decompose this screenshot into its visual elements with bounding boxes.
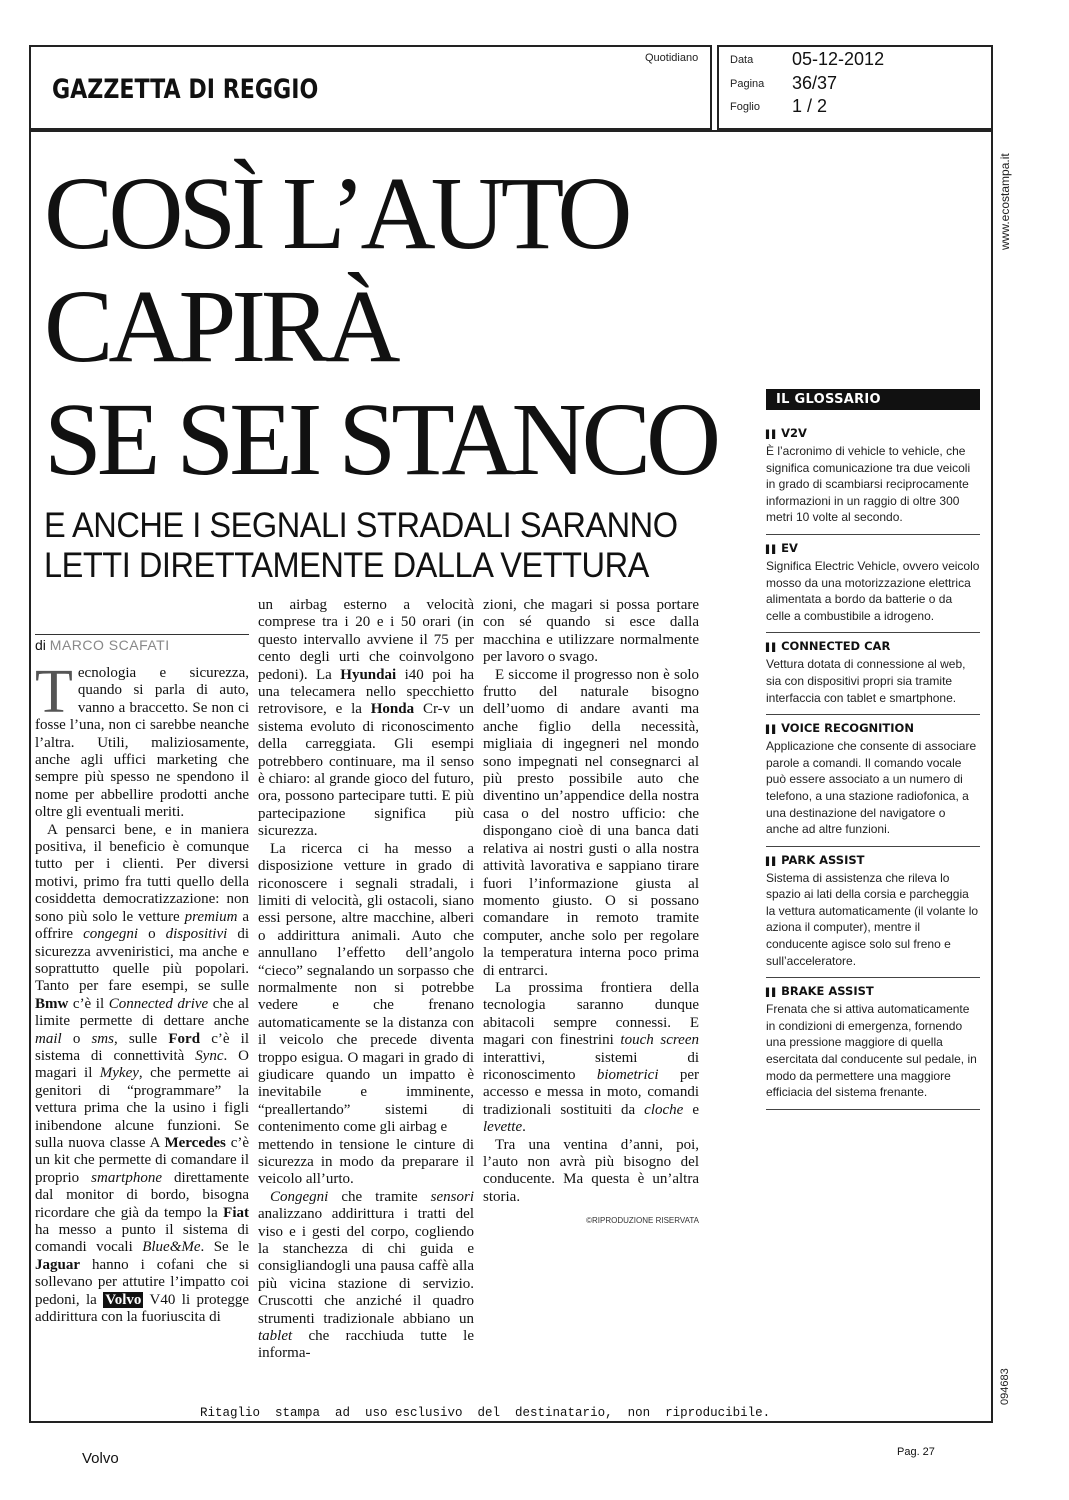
text-run: . O magari il [35, 1047, 249, 1082]
data-label: Data [730, 54, 754, 66]
side-url: www.ecostampa.it [998, 153, 1012, 250]
text-em: biometrici [596, 1066, 659, 1083]
text-em: premium [184, 908, 238, 925]
text-run: Cr-v un sistema evoluto di riconoscimento della carreggiata. Gli esempi potrebbero continuare, ma il senso è chiaro: al grande gioco del futuro, ora, possono partecipare tutti. E più partecipazione significa più sicurezza. [258, 701, 474, 840]
text-run: o [138, 926, 166, 943]
text-run: interattivi, sistemi di riconoscimento [483, 1049, 699, 1083]
headline [44, 157, 734, 496]
article-column-1 [35, 658, 250, 1326]
text-em: sensori [430, 1188, 474, 1205]
brand-jaguar: Jaguar [35, 1256, 80, 1273]
text-run: che al limite permette di dettare anche [35, 995, 249, 1030]
text-run: A pensarci bene, e in maniera positiva, il beneficio è comunque tutto per i clienti. Per diversi motivi, primo fra tutti quello della cosiddetta democratizzazione: non sono più solo le vetture [35, 821, 249, 925]
copyright-notice: ©RIPRODUZIONE RISERVATA [586, 1216, 699, 1226]
pagina-label: Pagina [730, 78, 765, 90]
glossary-item [766, 633, 980, 715]
glossary-description: Applicazione che consente di associare parole a comandi. Il comando vocale può essere associato a un numero di telefono, a una stazione radiofonica, a una destinazione del navigatore o anche ad altre funzioni. [766, 739, 977, 837]
glossary-item [766, 535, 980, 633]
side-code: 094683 [999, 1368, 1011, 1405]
text-run: , sulle [113, 1030, 169, 1047]
subheadline-line-2: LETTI DIRETTAMENTE DALLA VETTURA [44, 546, 649, 585]
text-em: sms [91, 1030, 114, 1047]
text-run: , che permette ai genitori di “programmare” la vettura prima che la usino i figli inibendone alcune funzioni. Se sulla nuova classe A [35, 1065, 249, 1151]
brand-bmw: Bmw [35, 995, 69, 1012]
brand-mercedes: Mercedes [164, 1134, 226, 1151]
pagina-value: 36/37 [792, 73, 838, 93]
brand-ford: Ford [168, 1030, 201, 1047]
subheadline [44, 506, 764, 586]
article-paragraph: Tra una ventina d’anni, poi, l’auto non avrà più bisogno del conducente. Ma questa è un’altra storia. [483, 1136, 699, 1205]
glossary-description: Frenata che si attiva automaticamente in condizioni di emergenza, fornendo una pressione maggiore di quella esercitata dal conducente sul pedale, in modo da permettere una maggiore efficiacia del sistema frenante. [766, 1002, 977, 1100]
glossary-term-label: BRAKE ASSIST [781, 984, 874, 999]
text-run: ha messo a punto il sistema di comandi vocali [35, 1222, 249, 1256]
foglio-value: 1 / 2 [792, 96, 828, 116]
reproduction-notice: Ritaglio stampa ad uso esclusivo del destinatario, non riproducibile. [200, 1406, 771, 1420]
glossary-term [766, 541, 980, 555]
glossary-description: Significa Electric Vehicle, ovvero veicolo mosso da una motorizzazione elettrica alimentata a bordo da batterie o da celle a combustibile a idrogeno. [766, 558, 980, 623]
text-em: congegni [83, 926, 139, 943]
article-column-3 [483, 597, 699, 1230]
text-em: dispositivi [165, 926, 228, 943]
brand-honda: Honda [370, 701, 415, 718]
text-em: Blue&Me [142, 1239, 201, 1256]
byline [35, 634, 249, 653]
brand-hyundai: Hyundai [340, 666, 397, 683]
glossary-term [766, 853, 980, 867]
text-em: tablet [258, 1328, 293, 1345]
drop-cap: T [35, 658, 73, 726]
text-run: c’è un kit che permette di comandare il proprio [35, 1134, 250, 1186]
text-em: mail [35, 1030, 62, 1047]
glossary-term-label: CONNECTED CAR [781, 639, 891, 654]
text-run: che racchiuda tutte le informa- [258, 1328, 474, 1362]
subheadline-line-1: E ANCHE I SEGNALI STRADALI SARANNO [44, 506, 678, 545]
article-paragraph [483, 980, 699, 1137]
glossary-list [766, 420, 980, 1110]
article-paragraph [35, 658, 249, 822]
article-paragraph [258, 597, 474, 841]
footer-keyword: Volvo [82, 1450, 119, 1467]
glossary-item [766, 715, 980, 847]
text-run: i40 poi ha una telecamera nello specchietto retrovisore, e la [258, 666, 475, 718]
masthead: GAZZETTA DI REGGIO [52, 74, 319, 105]
glossary-item [766, 978, 980, 1110]
glossary-description: È l’acronimo di vehicle to vehicle, che significa comunicazione tra due veicoli in grado di scambiarsi reciprocamente informazioni in un raggio di oltre 300 metri 10 volte al secondo. [766, 444, 971, 525]
text-run: di sicurezza avveniristici, ma anche e soprattutto quelle più popolari. Tanto per fare esempi, se sulle [35, 926, 249, 995]
glossary-term [766, 721, 980, 735]
glossary-term [766, 639, 980, 653]
brand-volvo-highlight: Volvo [105, 1291, 142, 1308]
article-paragraph: E siccome il progresso non è solo frutto del naturale bisogno dell’uomo di andare avanti ma anche figlio della necessità, migliaia di ingegneri nel mondo sono impegnati nel consegnarci al più presto possibile auto che diventino un’appendice della nostra casa o del nostro ufficio: che dispongano cioè di una banca dati relativa ai nostri gusti o alla nostra attività lavorativa e sappiano tirare fuori l’informazione giusta al momento giusto. O si possano comandare in remoto tramite computer, anche solo per regolare la temperatura interna poco prima di entrarci. [483, 666, 699, 979]
text-run: o [61, 1030, 92, 1047]
text-em: Connected drive [108, 995, 209, 1012]
text-em: levette [483, 1119, 523, 1136]
article-paragraph [35, 822, 249, 1327]
text-run: e [683, 1101, 699, 1118]
bullet-marker-icon: ▌▌ [766, 725, 782, 735]
glossary-term-label: VOICE RECOGNITION [781, 721, 914, 736]
article-column-2 [258, 597, 474, 1363]
byline-author: MARCO SCAFATI [49, 637, 170, 653]
text-em: smartphone [91, 1169, 163, 1186]
headline-line-3: SE SEI STANCO [44, 382, 717, 497]
text-run: ecnologia e sicurezza, quando si parla di auto, vanno a braccetto. Se non ci fosse l’una, non ci sarebbe neanche l’altra. Utili, maliziosamente, anche agli uffici marketing che sempre più spesso ne spendono il nome per abbellire prodotti anche oltre gli eventuali meriti. [35, 665, 249, 821]
text-run: V40 li protegge addirittura con la fuoriuscita di [35, 1291, 250, 1326]
text-run: . Se le [200, 1239, 249, 1256]
bullet-marker-icon: ▌▌ [766, 430, 782, 439]
text-em: Mykey [99, 1065, 139, 1082]
article-paragraph [258, 1189, 474, 1363]
text-em: Sync [195, 1047, 224, 1064]
text-em: cloche [644, 1101, 684, 1118]
article-paragraph: mettendo in tensione le cinture di sicurezza in modo da preparare il veicolo all’urto. [258, 1136, 474, 1188]
text-run: La prossima frontiera della tecnologia saranno dunque abitacoli sempre connessi. E magari con finestrini [483, 979, 699, 1049]
glossary-term-label: PARK ASSIST [781, 852, 865, 867]
text-run: per accesso e messa in moto, comandi tradizionali sostituiti da [483, 1066, 699, 1118]
glossary-description: Sistema di assistenza che rileva lo spazio ai lati della corsia e parcheggia la vettura automaticamente (il volante lo aziona il computer), mentre il conducente agisce solo sul freno e sull’acceleratore. [766, 870, 979, 968]
publication-type: Quotidiano [645, 52, 699, 64]
glossary-term-label: V2V [781, 426, 807, 440]
article-paragraph: La ricerca ci ha messo a disposizione vetture in grado di riconoscere i segnali stradali, i limiti di velocità, gli ostacoli, siano essi persone, altre macchine, alberi o addirittura animali. Auto che annullano l’effetto dell’angolo “cieco” segnalando un sorpasso che normalmente non si potrebbe vedere e che frenano automaticamente se la distanza con il veicolo che precede diventa troppo esigua. O magari in grado di giudicare quando un impatto è inevitabile e imminente, “preallertando” sistemi di contenimento come gli airbag e [258, 840, 474, 1136]
data-value: 05-12-2012 [792, 49, 885, 69]
bullet-marker-icon: ▌▌ [766, 643, 782, 653]
text-run: analizzano addirittura i tratti del viso e i gesti del corpo, cogliendo la stanchezza di chi guida e consigliandogli una pausa caffè alla più vicina stazione di servizio. Cruscotti che anziché il quadro strumenti tradizionale abbiano un [258, 1206, 474, 1327]
byline-prefix: di [35, 637, 46, 653]
text-run: direttamente dal monitor di bordo, bisogna ricordare che già da tempo la [35, 1169, 249, 1221]
text-em: Congegni [270, 1188, 329, 1205]
headline-line-1: COSÌ L’AUTO [44, 156, 628, 271]
glossary-term [766, 984, 980, 998]
text-run: . [522, 1119, 526, 1136]
page-number: Pag. 27 [897, 1446, 935, 1458]
brand-fiat: Fiat [223, 1204, 249, 1221]
article-paragraph: zioni, che magari si possa portare con sé quando si esce dalla macchina e utilizzare normalmente per lavoro o svago. [483, 597, 699, 666]
glossary-item [766, 847, 980, 979]
foglio-label: Foglio [730, 101, 760, 113]
text-em: touch screen [620, 1032, 699, 1049]
glossary [766, 389, 980, 1110]
text-run: hanno i cofani che si sollevano per attutire l’impatto coi pedoni, la [35, 1256, 249, 1308]
bullet-marker-icon: ▌▌ [766, 988, 782, 998]
glossary-term [766, 426, 980, 440]
text-run: c’è il [68, 995, 109, 1012]
text-run: un airbag esterno a velocità comprese tra i 20 e i 50 orari (in questo intervallo avviene il 75 per cento degli urti che coinvolgono pedoni). La [258, 597, 474, 683]
glossary-description: Vettura dotata di connessione al web, sia con dispositivi propri sia tramite interfaccia con tablet e smartphone. [766, 657, 966, 705]
glossary-title: IL GLOSSARIO [766, 389, 980, 410]
bullet-marker-icon: ▌▌ [766, 856, 782, 866]
text-run: a offrire [35, 908, 249, 943]
text-run: c’è il sistema di connettività [35, 1030, 249, 1064]
glossary-item [766, 420, 980, 535]
text-run: che tramite [328, 1188, 431, 1205]
headline-line-2: CAPIRÀ [44, 269, 396, 384]
bullet-marker-icon: ▌▌ [766, 544, 782, 554]
glossary-term-label: EV [781, 540, 798, 555]
